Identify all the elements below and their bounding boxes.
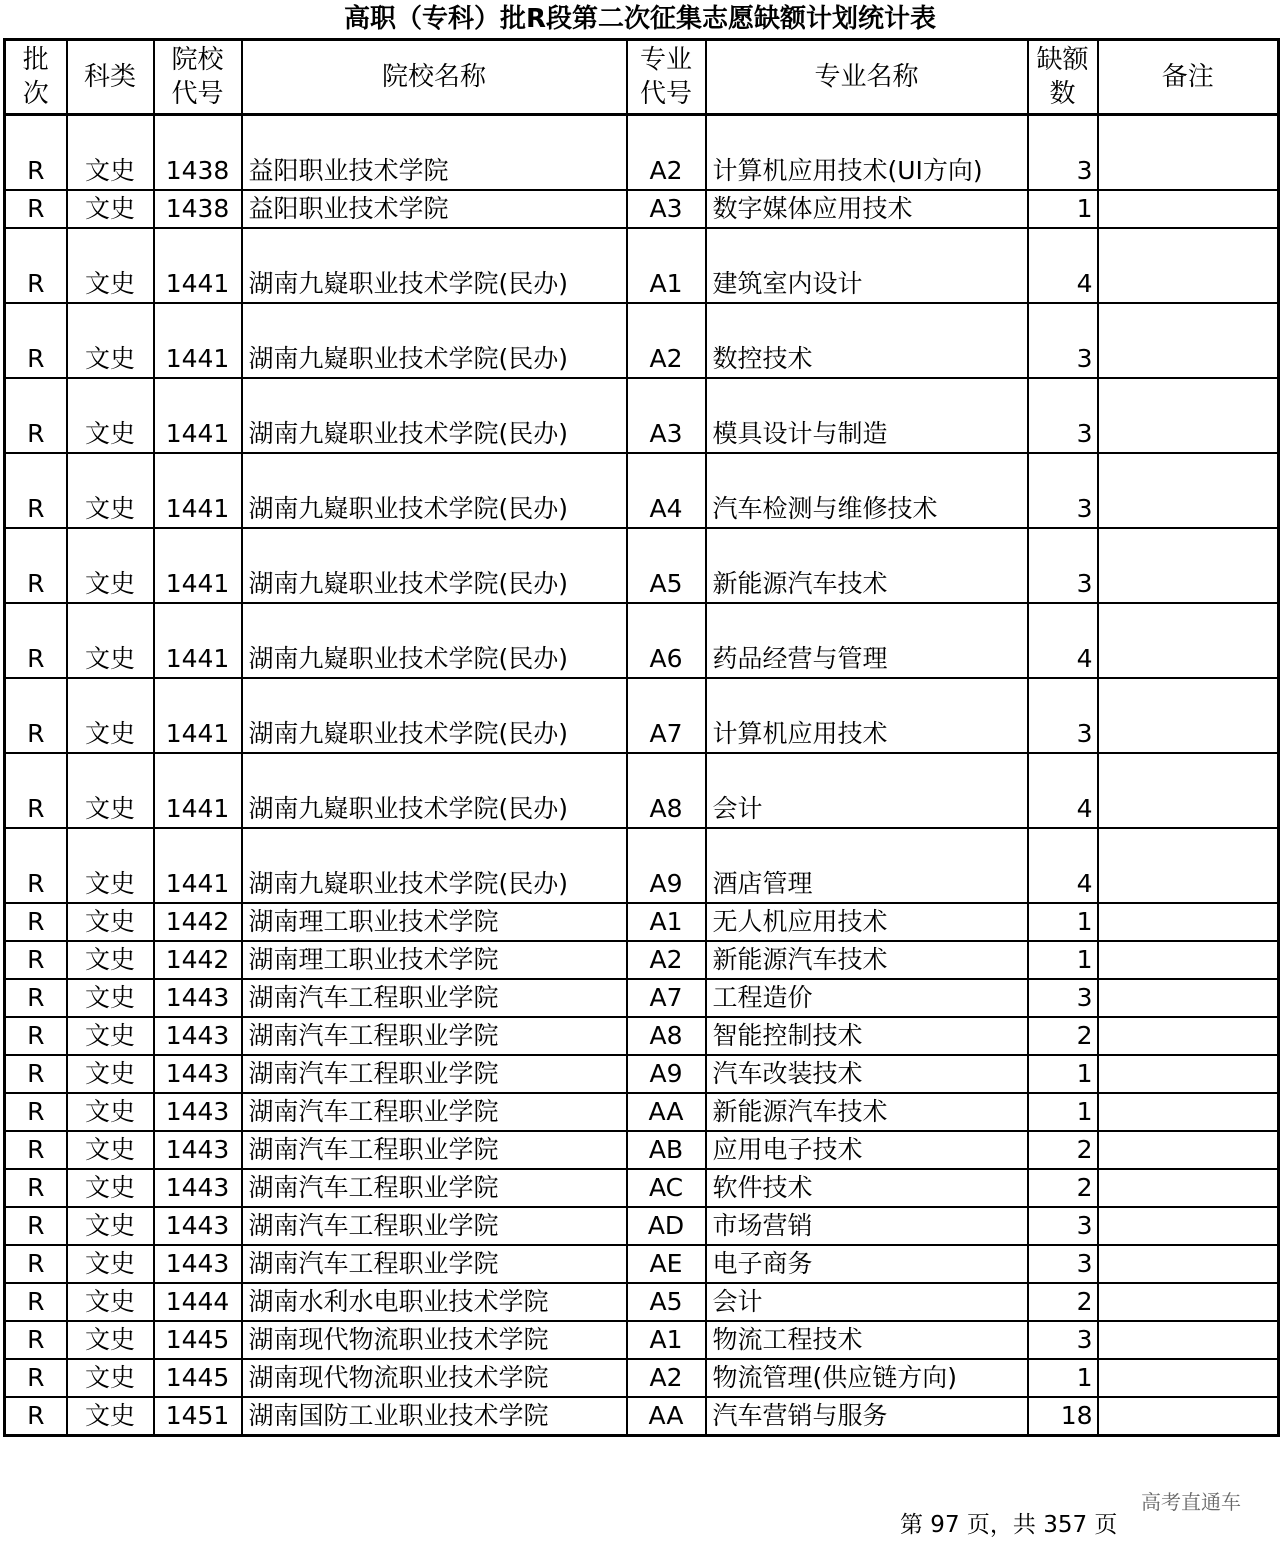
cell-school-name: 湖南九嶷职业技术学院(民办) (242, 378, 627, 453)
cell-major-code: A5 (627, 1283, 706, 1321)
cell-school-name: 湖南九嶷职业技术学院(民办) (242, 828, 627, 903)
cell-category: 文史 (67, 453, 154, 528)
cell-remarks (1098, 678, 1279, 753)
cell-major-name: 新能源汽车技术 (706, 528, 1028, 603)
cell-batch: R (5, 753, 67, 828)
table-row (5, 528, 1279, 603)
cell-vacancies: 2 (1028, 1017, 1098, 1055)
cell-school-name: 益阳职业技术学院 (242, 190, 627, 228)
cell-category: 文史 (67, 828, 154, 903)
cell-remarks (1098, 115, 1279, 191)
cell-batch: R (5, 1169, 67, 1207)
table-row (5, 453, 1279, 528)
cell-vacancies: 1 (1028, 190, 1098, 228)
header-major-code: 专业代号 (627, 40, 706, 115)
cell-major-code: A2 (627, 303, 706, 378)
table-row (5, 753, 1279, 828)
cell-school-name: 湖南九嶷职业技术学院(民办) (242, 753, 627, 828)
vacancy-table (3, 38, 1280, 1437)
cell-vacancies: 2 (1028, 1169, 1098, 1207)
cell-category: 文史 (67, 678, 154, 753)
cell-remarks (1098, 903, 1279, 941)
table-row (5, 115, 1279, 191)
cell-category: 文史 (67, 303, 154, 378)
cell-category: 文史 (67, 903, 154, 941)
cell-category: 文史 (67, 1207, 154, 1245)
cell-vacancies: 3 (1028, 1245, 1098, 1283)
cell-category: 文史 (67, 1283, 154, 1321)
cell-category: 文史 (67, 603, 154, 678)
cell-vacancies: 3 (1028, 303, 1098, 378)
cell-batch: R (5, 828, 67, 903)
cell-school-code: 1441 (154, 228, 242, 303)
cell-major-name: 数控技术 (706, 303, 1028, 378)
cell-school-code: 1442 (154, 941, 242, 979)
cell-school-name: 湖南汽车工程职业学院 (242, 1131, 627, 1169)
cell-batch: R (5, 453, 67, 528)
table-row (5, 903, 1279, 941)
table-row (5, 678, 1279, 753)
header-vacancies: 缺额数 (1028, 40, 1098, 115)
cell-school-code: 1441 (154, 828, 242, 903)
cell-vacancies: 4 (1028, 828, 1098, 903)
cell-vacancies: 1 (1028, 941, 1098, 979)
cell-school-name: 湖南九嶷职业技术学院(民办) (242, 453, 627, 528)
header-school-name: 院校名称 (242, 40, 627, 115)
cell-vacancies: 18 (1028, 1397, 1098, 1436)
cell-remarks (1098, 1017, 1279, 1055)
cell-category: 文史 (67, 1017, 154, 1055)
cell-major-name: 汽车营销与服务 (706, 1397, 1028, 1436)
cell-remarks (1098, 941, 1279, 979)
cell-batch: R (5, 228, 67, 303)
cell-school-code: 1441 (154, 453, 242, 528)
table-row (5, 941, 1279, 979)
cell-batch: R (5, 903, 67, 941)
cell-batch: R (5, 1207, 67, 1245)
cell-major-name: 模具设计与制造 (706, 378, 1028, 453)
cell-school-name: 湖南水利水电职业技术学院 (242, 1283, 627, 1321)
cell-category: 文史 (67, 1131, 154, 1169)
cell-category: 文史 (67, 1055, 154, 1093)
page-number: 第 97 页，共 357 页 (900, 1512, 1118, 1538)
cell-major-code: A6 (627, 603, 706, 678)
cell-major-name: 药品经营与管理 (706, 603, 1028, 678)
cell-remarks (1098, 979, 1279, 1017)
cell-major-code: A2 (627, 941, 706, 979)
cell-major-code: A1 (627, 903, 706, 941)
cell-school-name: 湖南汽车工程职业学院 (242, 979, 627, 1017)
cell-school-code: 1441 (154, 303, 242, 378)
cell-batch: R (5, 603, 67, 678)
table-header (5, 40, 1279, 115)
cell-major-name: 计算机应用技术 (706, 678, 1028, 753)
cell-vacancies: 3 (1028, 528, 1098, 603)
cell-vacancies: 1 (1028, 1093, 1098, 1131)
cell-school-code: 1443 (154, 1245, 242, 1283)
cell-vacancies: 3 (1028, 1207, 1098, 1245)
cell-batch: R (5, 678, 67, 753)
cell-batch: R (5, 1017, 67, 1055)
cell-category: 文史 (67, 1397, 154, 1436)
cell-vacancies: 3 (1028, 979, 1098, 1017)
cell-major-code: AC (627, 1169, 706, 1207)
cell-major-name: 数字媒体应用技术 (706, 190, 1028, 228)
cell-school-code: 1438 (154, 115, 242, 191)
table-row (5, 828, 1279, 903)
table-row (5, 1131, 1279, 1169)
table-row (5, 1017, 1279, 1055)
cell-school-code: 1443 (154, 1017, 242, 1055)
table-row (5, 979, 1279, 1017)
header-remarks: 备注 (1098, 40, 1279, 115)
cell-category: 文史 (67, 528, 154, 603)
cell-remarks (1098, 1131, 1279, 1169)
cell-vacancies: 4 (1028, 228, 1098, 303)
cell-major-name: 汽车改装技术 (706, 1055, 1028, 1093)
cell-batch: R (5, 115, 67, 191)
cell-major-name: 计算机应用技术(UI方向) (706, 115, 1028, 191)
cell-major-code: A2 (627, 115, 706, 191)
cell-remarks (1098, 190, 1279, 228)
cell-category: 文史 (67, 941, 154, 979)
cell-school-code: 1451 (154, 1397, 242, 1436)
cell-batch: R (5, 1359, 67, 1397)
cell-major-code: A8 (627, 753, 706, 828)
cell-remarks (1098, 1207, 1279, 1245)
cell-school-name: 湖南汽车工程职业学院 (242, 1207, 627, 1245)
table-row (5, 228, 1279, 303)
table-row (5, 1055, 1279, 1093)
cell-vacancies: 3 (1028, 378, 1098, 453)
table-body (5, 115, 1279, 1436)
header-category: 科类 (67, 40, 154, 115)
cell-school-code: 1441 (154, 528, 242, 603)
cell-major-code: A4 (627, 453, 706, 528)
cell-major-code: A7 (627, 678, 706, 753)
cell-major-code: AA (627, 1093, 706, 1131)
cell-batch: R (5, 528, 67, 603)
cell-school-name: 湖南九嶷职业技术学院(民办) (242, 303, 627, 378)
cell-school-name: 湖南汽车工程职业学院 (242, 1245, 627, 1283)
cell-school-code: 1445 (154, 1321, 242, 1359)
cell-major-name: 汽车检测与维修技术 (706, 453, 1028, 528)
cell-school-code: 1444 (154, 1283, 242, 1321)
cell-school-code: 1443 (154, 979, 242, 1017)
cell-major-name: 会计 (706, 753, 1028, 828)
cell-remarks (1098, 228, 1279, 303)
cell-major-code: AE (627, 1245, 706, 1283)
cell-remarks (1098, 1245, 1279, 1283)
cell-school-name: 湖南理工职业技术学院 (242, 903, 627, 941)
cell-remarks (1098, 1283, 1279, 1321)
cell-major-code: A9 (627, 828, 706, 903)
cell-major-code: A9 (627, 1055, 706, 1093)
cell-school-name: 湖南九嶷职业技术学院(民办) (242, 678, 627, 753)
table-row (5, 378, 1279, 453)
header-school-code: 院校代号 (154, 40, 242, 115)
cell-remarks (1098, 753, 1279, 828)
cell-batch: R (5, 1397, 67, 1436)
cell-vacancies: 4 (1028, 753, 1098, 828)
cell-batch: R (5, 1321, 67, 1359)
cell-remarks (1098, 828, 1279, 903)
cell-remarks (1098, 1321, 1279, 1359)
cell-vacancies: 3 (1028, 678, 1098, 753)
cell-school-code: 1442 (154, 903, 242, 941)
cell-remarks (1098, 303, 1279, 378)
cell-remarks (1098, 1093, 1279, 1131)
cell-category: 文史 (67, 190, 154, 228)
cell-school-name: 湖南汽车工程职业学院 (242, 1093, 627, 1131)
cell-major-name: 电子商务 (706, 1245, 1028, 1283)
cell-remarks (1098, 528, 1279, 603)
cell-school-name: 湖南汽车工程职业学院 (242, 1169, 627, 1207)
cell-remarks (1098, 378, 1279, 453)
cell-school-code: 1445 (154, 1359, 242, 1397)
cell-major-name: 会计 (706, 1283, 1028, 1321)
cell-school-code: 1441 (154, 678, 242, 753)
cell-vacancies: 1 (1028, 1055, 1098, 1093)
cell-school-name: 湖南理工职业技术学院 (242, 941, 627, 979)
cell-school-name: 湖南现代物流职业技术学院 (242, 1321, 627, 1359)
cell-school-code: 1441 (154, 753, 242, 828)
cell-batch: R (5, 190, 67, 228)
cell-school-code: 1441 (154, 378, 242, 453)
cell-major-code: A3 (627, 190, 706, 228)
cell-category: 文史 (67, 1321, 154, 1359)
table-row (5, 1321, 1279, 1359)
cell-category: 文史 (67, 1093, 154, 1131)
cell-remarks (1098, 1169, 1279, 1207)
cell-major-name: 建筑室内设计 (706, 228, 1028, 303)
table-row (5, 1245, 1279, 1283)
cell-major-code: A8 (627, 1017, 706, 1055)
cell-category: 文史 (67, 228, 154, 303)
cell-batch: R (5, 941, 67, 979)
cell-major-name: 应用电子技术 (706, 1131, 1028, 1169)
table-row (5, 303, 1279, 378)
cell-batch: R (5, 1245, 67, 1283)
cell-major-code: A1 (627, 228, 706, 303)
cell-major-name: 新能源汽车技术 (706, 1093, 1028, 1131)
cell-school-code: 1438 (154, 190, 242, 228)
cell-school-name: 湖南九嶷职业技术学院(民办) (242, 528, 627, 603)
cell-school-code: 1441 (154, 603, 242, 678)
cell-school-name: 湖南九嶷职业技术学院(民办) (242, 228, 627, 303)
page-title: 高职（专科）批R段第二次征集志愿缺额计划统计表 (343, 4, 937, 34)
cell-category: 文史 (67, 1169, 154, 1207)
cell-school-code: 1443 (154, 1131, 242, 1169)
cell-school-name: 湖南现代物流职业技术学院 (242, 1359, 627, 1397)
table-row (5, 1207, 1279, 1245)
cell-batch: R (5, 979, 67, 1017)
cell-vacancies: 3 (1028, 453, 1098, 528)
cell-remarks (1098, 1055, 1279, 1093)
table-row (5, 190, 1279, 228)
cell-batch: R (5, 1283, 67, 1321)
cell-major-name: 软件技术 (706, 1169, 1028, 1207)
cell-school-code: 1443 (154, 1055, 242, 1093)
table-row (5, 1283, 1279, 1321)
cell-major-name: 物流管理(供应链方向) (706, 1359, 1028, 1397)
cell-batch: R (5, 303, 67, 378)
table-row (5, 1397, 1279, 1436)
cell-major-name: 工程造价 (706, 979, 1028, 1017)
table-row (5, 1093, 1279, 1131)
cell-school-name: 湖南九嶷职业技术学院(民办) (242, 603, 627, 678)
header-major-name: 专业名称 (706, 40, 1028, 115)
cell-major-code: AA (627, 1397, 706, 1436)
cell-vacancies: 4 (1028, 603, 1098, 678)
cell-batch: R (5, 1055, 67, 1093)
cell-batch: R (5, 1131, 67, 1169)
cell-major-code: A7 (627, 979, 706, 1017)
cell-category: 文史 (67, 115, 154, 191)
cell-vacancies: 2 (1028, 1283, 1098, 1321)
cell-category: 文史 (67, 378, 154, 453)
cell-major-name: 物流工程技术 (706, 1321, 1028, 1359)
cell-school-name: 湖南汽车工程职业学院 (242, 1017, 627, 1055)
cell-vacancies: 3 (1028, 1321, 1098, 1359)
cell-major-code: AD (627, 1207, 706, 1245)
table-row (5, 1169, 1279, 1207)
cell-major-code: A3 (627, 378, 706, 453)
cell-major-code: AB (627, 1131, 706, 1169)
cell-remarks (1098, 603, 1279, 678)
cell-school-code: 1443 (154, 1093, 242, 1131)
cell-major-code: A2 (627, 1359, 706, 1397)
cell-major-name: 无人机应用技术 (706, 903, 1028, 941)
cell-vacancies: 3 (1028, 115, 1098, 191)
cell-vacancies: 2 (1028, 1131, 1098, 1169)
cell-major-name: 智能控制技术 (706, 1017, 1028, 1055)
cell-batch: R (5, 378, 67, 453)
cell-school-name: 湖南汽车工程职业学院 (242, 1055, 627, 1093)
cell-vacancies: 1 (1028, 903, 1098, 941)
cell-school-code: 1443 (154, 1207, 242, 1245)
cell-major-code: A1 (627, 1321, 706, 1359)
watermark-text: 高考直通车 (1141, 1490, 1241, 1514)
cell-school-name: 益阳职业技术学院 (242, 115, 627, 191)
cell-category: 文史 (67, 1359, 154, 1397)
cell-remarks (1098, 453, 1279, 528)
cell-major-code: A5 (627, 528, 706, 603)
cell-major-name: 酒店管理 (706, 828, 1028, 903)
cell-category: 文史 (67, 979, 154, 1017)
cell-major-name: 市场营销 (706, 1207, 1028, 1245)
cell-school-name: 湖南国防工业职业技术学院 (242, 1397, 627, 1436)
cell-major-name: 新能源汽车技术 (706, 941, 1028, 979)
cell-category: 文史 (67, 753, 154, 828)
cell-remarks (1098, 1359, 1279, 1397)
header-batch: 批次 (5, 40, 67, 115)
cell-school-code: 1443 (154, 1169, 242, 1207)
cell-remarks (1098, 1397, 1279, 1436)
cell-category: 文史 (67, 1245, 154, 1283)
cell-batch: R (5, 1093, 67, 1131)
cell-vacancies: 1 (1028, 1359, 1098, 1397)
table-row (5, 1359, 1279, 1397)
table-row (5, 603, 1279, 678)
